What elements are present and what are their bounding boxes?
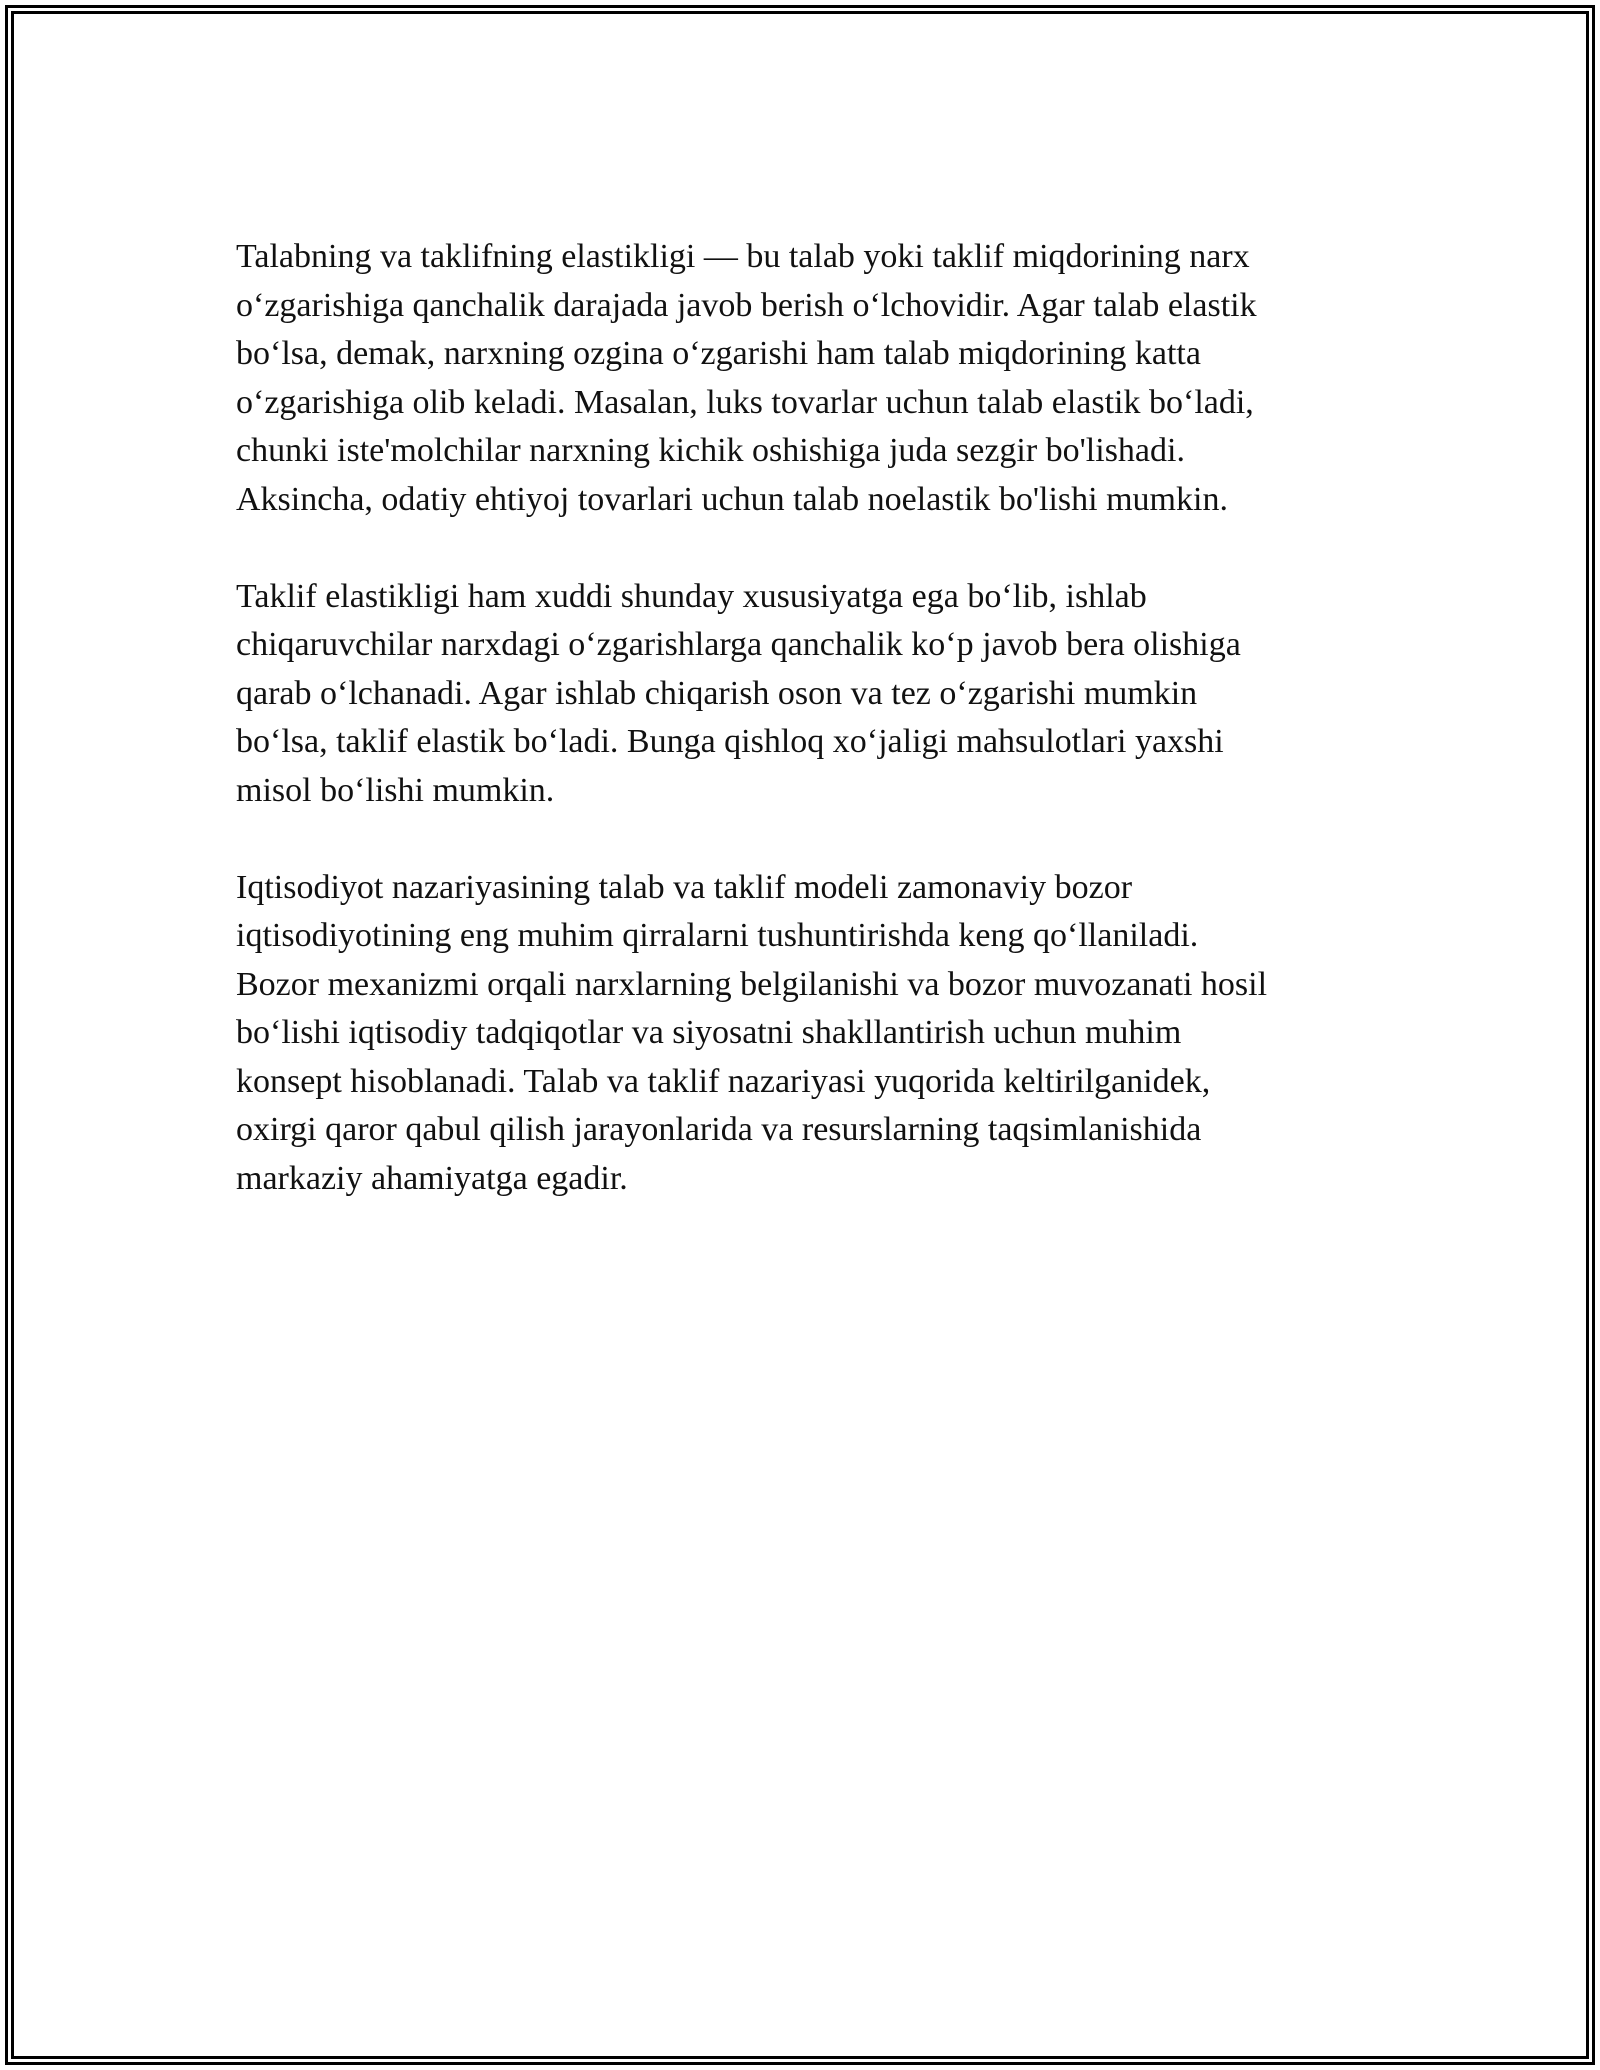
- paragraph-elasticity-supply: Taklif elastikligi ham xuddi shunday xususiyatga ega bo‘lib, ishlab chiqaruvchilar narxdagi o‘zgarishlarga qanchalik ko‘p javob bera olishiga qarab o‘lchanadi. Agar ishlab chiqarish oson va tez o‘zgarishi mumkin bo‘lsa, taklif elastik bo‘ladi. Bunga qishloq xo‘jaligi mahsulotlari yaxshi misol bo‘lishi mumkin.: [236, 577, 1241, 809]
- document-body: [236, 233, 1366, 1252]
- paragraph-supply-demand-model: Iqtisodiyot nazariyasining talab va taklif modeli zamonaviy bozor iqtisodiyotining eng muhim qirralarni tushuntirishda keng qo‘llaniladi. Bozor mexanizmi orqali narxlarning belgilanishi va bozor muvozanati hosil bo‘lishi iqtisodiy tadqiqotlar va siyosatni shakllantirish uchun muhim konsept hisoblanadi. Talab va taklif nazariyasi yuqorida keltirilganidek, oxirgi qaror qabul qilish jarayonlarida va resurslarning taqsimlanishida markaziy ahamiyatga egadir.: [236, 868, 1268, 1197]
- paragraph-elasticity-demand: Talabning va taklifning elastikligi — bu talab yoki taklif miqdorining narx o‘zgarishiga qanchalik darajada javob berish o‘lchovidir. Agar talab elastik bo‘lsa, demak, narxning ozgina o‘zgarishi ham talab miqdorining katta o‘zgarishiga olib keladi. Masalan, luks tovarlar uchun talab elastik bo‘ladi, chunki iste'molchilar narxning kichik oshishiga juda sezgir bo'lishadi. Aksincha, odatiy ehtiyoj tovarlari uchun talab noelastik bo'lishi mumkin.: [236, 238, 1257, 518]
